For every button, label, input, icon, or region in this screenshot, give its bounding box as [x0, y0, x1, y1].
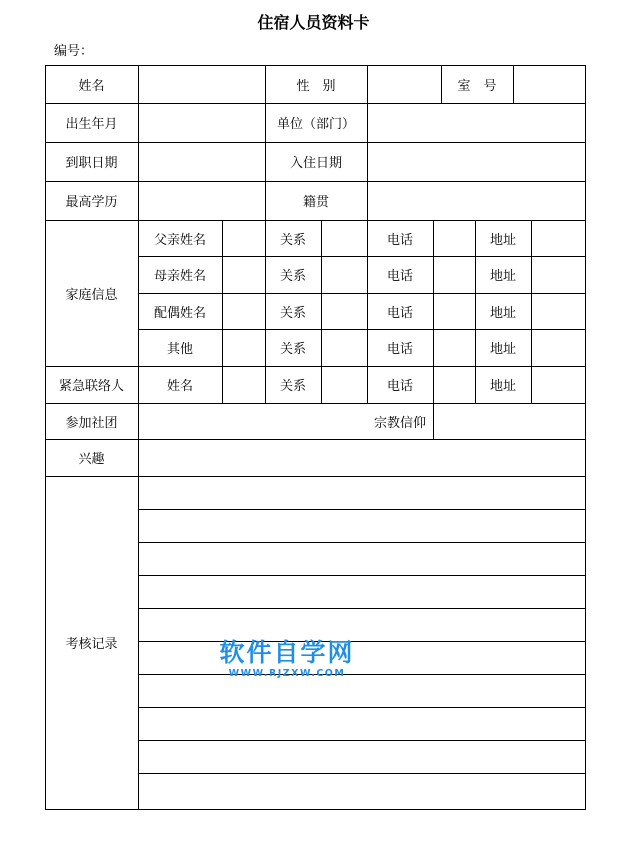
- address-label: 地址: [489, 342, 516, 357]
- education-label: 最高学历: [65, 195, 118, 210]
- record-line: [138, 740, 586, 741]
- watermark-url: WWW.RJZXW.COM: [228, 668, 346, 679]
- watermark-title: 软件自学网: [219, 638, 355, 667]
- record-line: [138, 542, 586, 543]
- record-line: [138, 608, 586, 609]
- record-line: [138, 707, 586, 708]
- club-label: 参加社团: [65, 415, 118, 431]
- other-member-label: 其他: [166, 342, 193, 357]
- resident-info-table: [45, 65, 586, 810]
- column-line: [531, 220, 532, 403]
- record-line: [138, 674, 586, 675]
- birth-label: 出生年月: [65, 117, 118, 132]
- watermark-logo: [212, 638, 362, 680]
- address-label: 地址: [489, 305, 516, 321]
- table-border-right: [585, 65, 586, 810]
- phone-label: 电话: [386, 305, 413, 321]
- mother-name-label: 母亲姓名: [153, 269, 206, 284]
- religion-label: 宗教信仰: [373, 415, 426, 431]
- relation-label: 关系: [279, 342, 306, 357]
- address-label: 地址: [489, 232, 516, 248]
- relation-label: 关系: [279, 269, 306, 284]
- relation-label: 关系: [279, 232, 306, 248]
- address-label: 地址: [489, 269, 516, 284]
- column-line: [433, 403, 434, 439]
- name-label: 姓名: [78, 78, 105, 94]
- emergency-address-label: 地址: [489, 379, 516, 394]
- record-line: [138, 773, 586, 774]
- native-place-label: 籍贯: [302, 195, 329, 210]
- emergency-relation-label: 关系: [279, 379, 306, 394]
- assessment-record-label: 考核记录: [65, 637, 118, 652]
- phone-label: 电话: [386, 269, 413, 284]
- table-border-bottom: [45, 809, 586, 810]
- gender-label: 性 别: [296, 78, 336, 94]
- join-date-label: 到职日期: [65, 156, 118, 171]
- family-info-label: 家庭信息: [65, 287, 118, 303]
- spouse-name-label: 配偶姓名: [153, 305, 206, 321]
- emergency-name-label: 姓名: [166, 379, 193, 394]
- column-line: [513, 65, 514, 103]
- record-line: [138, 641, 586, 642]
- record-line: [138, 575, 586, 576]
- hobby-label: 兴趣: [78, 452, 105, 467]
- page-title: 住宿人员资料卡: [257, 13, 370, 32]
- column-line: [222, 220, 223, 403]
- unit-label: 单位（部门）: [276, 117, 355, 132]
- emergency-phone-label: 电话: [386, 379, 413, 394]
- column-line: [433, 220, 434, 403]
- emergency-contact-label: 紧急联络人: [58, 379, 124, 394]
- label-column-line: [138, 65, 139, 810]
- phone-label: 电话: [386, 232, 413, 248]
- column-line: [321, 220, 322, 403]
- serial-number-label: 编号：: [54, 44, 94, 59]
- father-name-label: 父亲姓名: [153, 232, 206, 248]
- phone-label: 电话: [386, 342, 413, 357]
- relation-label: 关系: [279, 305, 306, 321]
- record-line: [138, 509, 586, 510]
- room-label: 室 号: [457, 78, 497, 94]
- checkin-date-label: 入住日期: [289, 156, 342, 171]
- column-line: [367, 65, 368, 220]
